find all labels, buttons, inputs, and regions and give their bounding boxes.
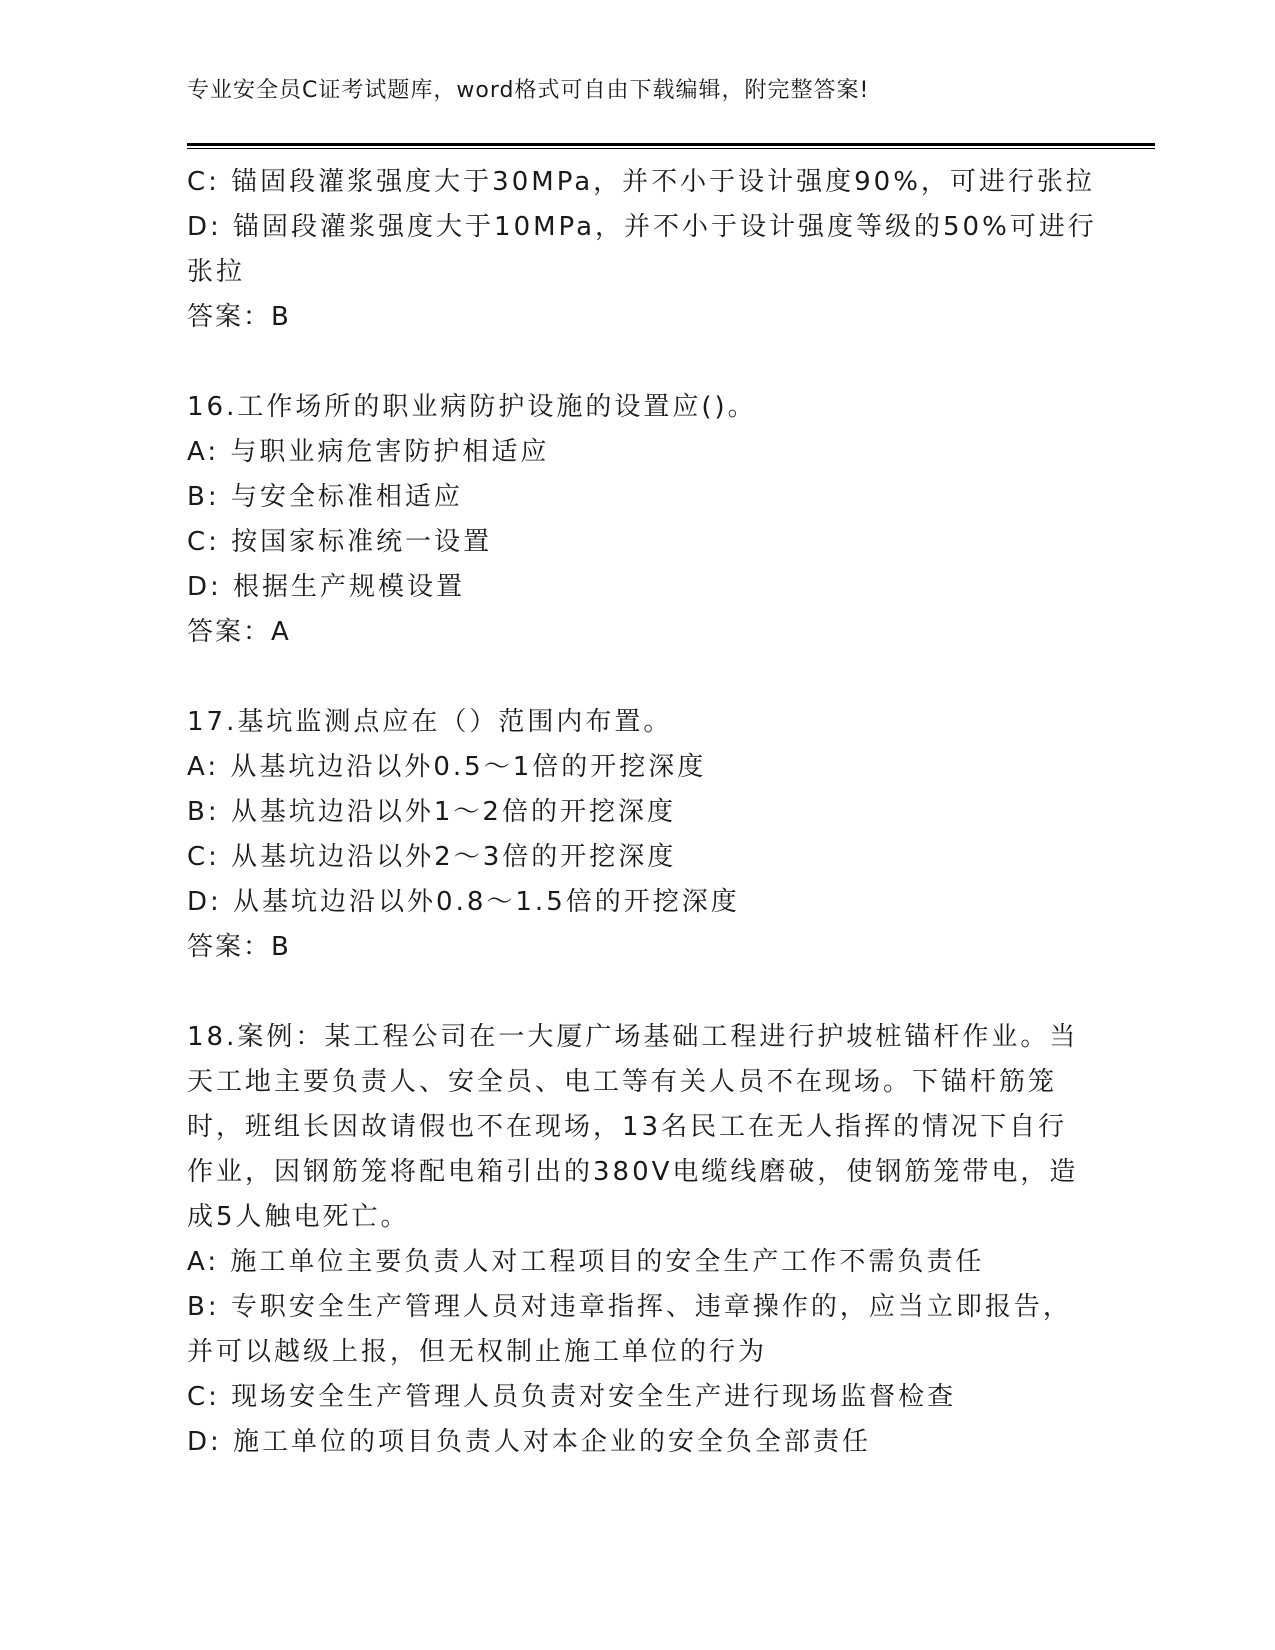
document-body <box>187 160 1097 1465</box>
option-line: A: 施工单位主要负责人对工程项目的安全生产工作不需负责任 <box>187 1247 985 1277</box>
answer-line: 答案：A <box>187 617 291 647</box>
option-line: B: 从基坑边沿以外1～2倍的开挖深度 <box>187 797 676 827</box>
option-line: C: 锚固段灌浆强度大于30MPa，并不小于设计强度90%，可进行张拉 <box>187 167 1095 197</box>
question-17: 17.基坑监测点应在（）范围内布置。 <box>187 707 673 737</box>
option-line: D: 根据生产规模设置 <box>187 572 466 602</box>
option-continuation: 并可以越级上报，但无权制止施工单位的行为 <box>187 1337 768 1367</box>
option-line: C: 从基坑边沿以外2～3倍的开挖深度 <box>187 842 677 872</box>
question-18-line: 时，班组长因故请假也不在现场，13名民工在无人指挥的情况下自行 <box>187 1112 1068 1142</box>
page-header: 专业安全员C证考试题库，word格式可自由下载编辑，附完整答案! <box>187 78 870 103</box>
option-line: A: 从基坑边沿以外0.5～1倍的开挖深度 <box>187 752 707 782</box>
option-line: C: 按国家标准统一设置 <box>187 527 493 557</box>
answer-line: 答案：B <box>187 302 291 332</box>
question-16: 16.工作场所的职业病防护设施的设置应()。 <box>187 392 757 422</box>
header-divider <box>187 143 1155 149</box>
option-line: B: 与安全标准相适应 <box>187 482 463 512</box>
option-line: A: 与职业病危害防护相适应 <box>187 437 550 467</box>
blank-line <box>187 970 1077 1015</box>
option-line: D: 施工单位的项目负责人对本企业的安全负全部责任 <box>187 1427 872 1457</box>
question-18-line: 天工地主要负责人、安全员、电工等有关人员不在现场。下锚杆筋笼 <box>187 1067 1058 1097</box>
blank-line <box>187 655 1077 700</box>
question-18-line: 成5人触电死亡。 <box>187 1202 410 1232</box>
option-line: D: 从基坑边沿以外0.8～1.5倍的开挖深度 <box>187 887 740 917</box>
question-18-line: 18.案例：某工程公司在一大厦广场基础工程进行护坡桩锚杆作业。当 <box>187 1022 1079 1052</box>
option-line: B: 专职安全生产管理人员对违章指挥、违章操作的，应当立即报告， <box>187 1292 1072 1322</box>
answer-line: 答案：B <box>187 932 291 962</box>
option-continuation: 张拉 <box>187 257 246 287</box>
option-line: D: 锚固段灌浆强度大于10MPa，并不小于设计强度等级的50%可进行 <box>187 212 1097 242</box>
option-line: C: 现场安全生产管理人员负责对安全生产进行现场监督检查 <box>187 1382 957 1412</box>
question-18-line: 作业，因钢筋笼将配电箱引出的380V电缆线磨破，使钢筋笼带电，造 <box>187 1157 1079 1187</box>
blank-line <box>187 340 1077 385</box>
